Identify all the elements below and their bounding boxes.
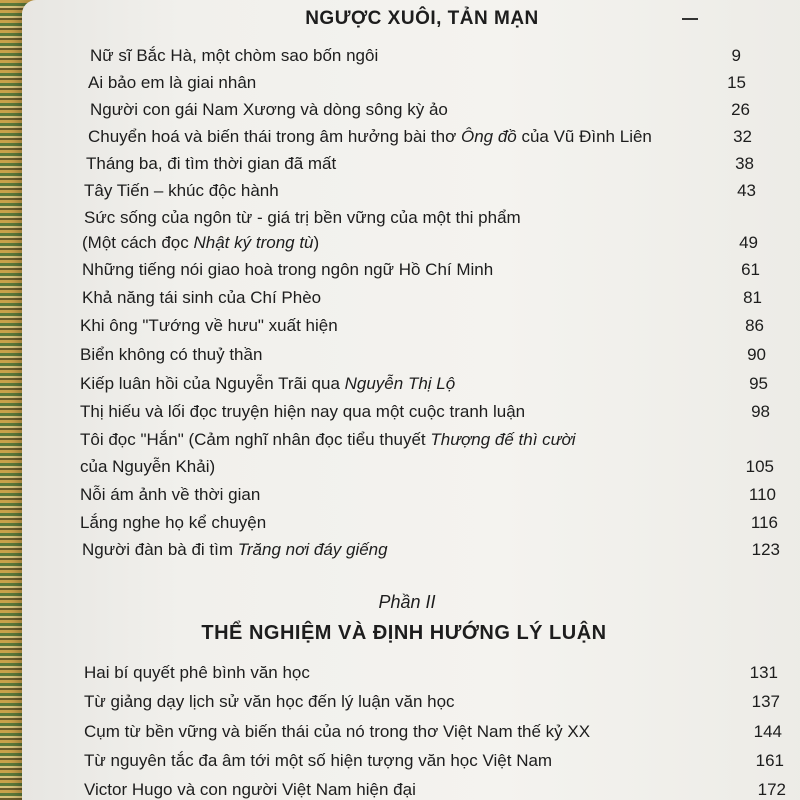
toc-entry-title: Nỗi ám ảnh về thời gian (80, 485, 261, 504)
toc-entry-page: 61 (741, 260, 760, 279)
toc-entry-page: 105 (745, 457, 774, 476)
section-title: NGƯỢC XUÔI, TẢN MẠN (305, 8, 539, 29)
toc-entry-title: Victor Hugo và con người Việt Nam hiện đại (84, 780, 416, 799)
toc-entry-title: Từ nguyên tắc đa âm tới một số hiện tượng văn học Việt Nam (84, 751, 553, 770)
toc-entry-page: 144 (753, 722, 782, 741)
toc-entry-page: 9 (731, 46, 741, 65)
toc-entry-title: Biển không có thuỷ thần (80, 345, 263, 364)
toc-entry-title: Lắng nghe họ kể chuyện (80, 513, 267, 532)
toc-entry-title: Kiếp luân hồi của Nguyễn Trãi qua Nguyễn Thị Lộ (80, 374, 456, 393)
toc-entry-page: 116 (750, 513, 778, 532)
toc-entry-title: Hai bí quyết phê bình văn học (84, 663, 310, 682)
toc-entry-page: 161 (755, 751, 784, 770)
toc-entry-page: 137 (751, 692, 780, 711)
toc-entry-title: Thị hiếu và lối đọc truyện hiện nay qua một cuộc tranh luận (80, 402, 526, 421)
toc-entry-page: 32 (733, 127, 752, 146)
toc-entry-title: Khi ông "Tướng về hưu" xuất hiện (80, 316, 338, 335)
toc-entry-page: 172 (757, 780, 786, 799)
toc-entry-page: 15 (727, 73, 746, 92)
section-title: THỂ NGHIỆM VÀ ĐỊNH HƯỚNG LÝ LUẬN (201, 622, 607, 644)
toc-entry-title: Những tiếng nói giao hoà trong ngôn ngữ Hồ Chí Minh (82, 260, 494, 279)
toc-entry-title: Người đàn bà đi tìm Trăng nơi đáy giếng (82, 540, 388, 559)
toc-entry-page: 49 (739, 233, 758, 252)
book-page (22, 0, 800, 800)
toc-entry-page: 110 (748, 485, 776, 504)
toc-entry-title: Tháng ba, đi tìm thời gian đã mất (86, 154, 337, 173)
toc-entry-page: 26 (731, 100, 750, 119)
toc-entry-title: Khả năng tái sinh của Chí Phèo (82, 288, 322, 307)
toc-entry-page: 123 (751, 540, 780, 559)
page-mark (682, 18, 698, 20)
toc-entry-title: Sức sống của ngôn từ - giá trị bền vững của một thi phẩm (84, 208, 521, 227)
toc-entry-title: Người con gái Nam Xương và dòng sông kỳ ảo (90, 100, 448, 119)
toc-entry-title: Ai bảo em là giai nhân (88, 73, 257, 92)
toc-entry-page: 95 (749, 374, 768, 393)
toc-entry-title: Tôi đọc "Hắn" (Cảm nghĩ nhân đọc tiểu thuyết Thượng đế thì cười (80, 430, 576, 449)
toc-entry-page: 86 (745, 316, 764, 335)
toc-entry-title-cont: của Nguyễn Khải) (80, 457, 216, 476)
toc-entry-page: 81 (743, 288, 762, 307)
toc-entry-title: Chuyển hoá và biến thái trong âm hưởng bài thơ Ông đồ của Vũ Đình Liên (88, 127, 652, 146)
toc-entry-title-cont: (Một cách đọc Nhật ký trong tù) (82, 233, 320, 252)
toc-entry-page: 90 (747, 345, 766, 364)
toc-entry-title: Nữ sĩ Bắc Hà, một chòm sao bốn ngôi (90, 46, 379, 65)
toc-entry-page: 98 (751, 402, 770, 421)
toc-entry-page: 131 (749, 663, 778, 682)
toc-entry-page: 38 (735, 154, 754, 173)
toc-entry-title: Từ giảng dạy lịch sử văn học đến lý luận văn học (84, 692, 455, 711)
part-label: Phần II (378, 592, 436, 612)
toc-entry-title: Tây Tiến – khúc độc hành (84, 181, 279, 200)
toc-entry-page: 43 (737, 181, 756, 200)
toc-entry-title: Cụm từ bền vững và biến thái của nó trong thơ Việt Nam thế kỷ XX (84, 722, 591, 741)
